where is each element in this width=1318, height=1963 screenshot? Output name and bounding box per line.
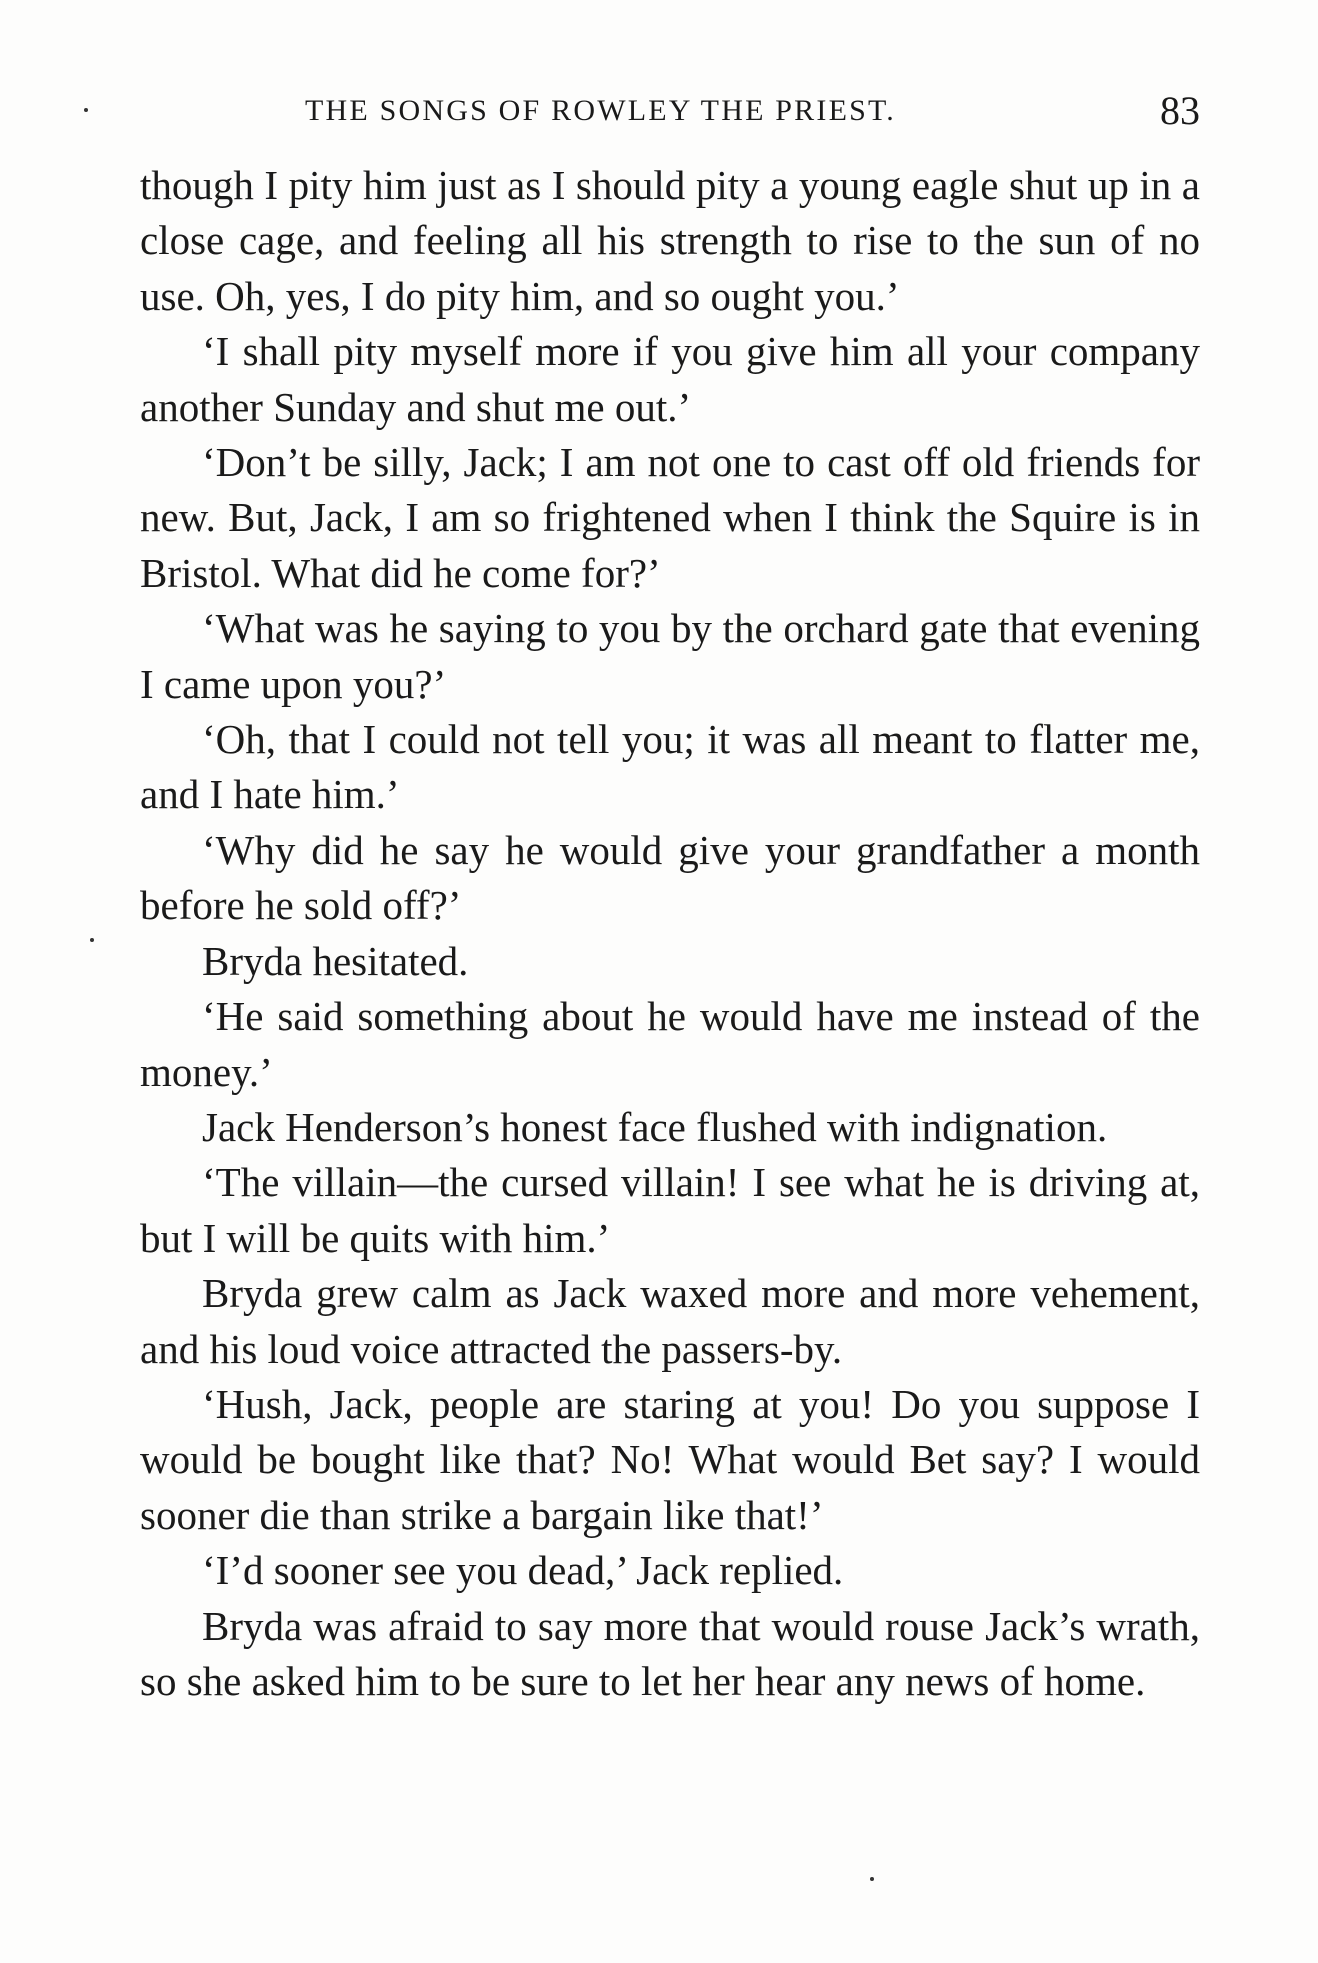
- paragraph: ‘What was he saying to you by the orchard gate that evening I came upon you?’: [140, 605, 1200, 707]
- paragraph: Bryda hesitated.: [202, 937, 469, 984]
- paragraph: though I pity him just as I should pity a young eagle shut up in a close cage, and feeling all his strength to rise to the sun of no use. Oh, yes, I do pity him, and so ought you.’: [140, 162, 1200, 319]
- paragraph: ‘Oh, that I could not tell you; it was all meant to flatter me, and I hate him.’: [140, 716, 1200, 818]
- paragraph: Bryda grew calm as Jack waxed more and more vehement, and his loud voice attracted the passers-by.: [140, 1270, 1200, 1372]
- paragraph: ‘Don’t be silly, Jack; I am not one to cast off old friends for new. But, Jack, I am so frightened when I think the Squire is in Bristol. What did he come for?’: [140, 439, 1200, 596]
- paragraph: ‘Why did he say he would give your grandfather a month before he sold off?’: [140, 826, 1200, 929]
- running-title: THE SONGS OF ROWLEY THE PRIEST.: [305, 94, 896, 127]
- paragraph: ‘Hush, Jack, people are staring at you! Do you suppose I would be bought like that? No! What would Bet say? I would sooner die than strike a bargain like that!’: [140, 1380, 1200, 1538]
- margin-speck: [84, 108, 88, 112]
- body-text: [140, 158, 1200, 1709]
- margin-speck: [90, 938, 94, 942]
- margin-speck: [870, 1877, 874, 1881]
- paragraph: Bryda was afraid to say more that would rouse Jack’s wrath, so she asked him to be sure to let her hear any news of home.: [140, 1602, 1200, 1704]
- paragraph: Jack Henderson’s honest face flushed with indignation.: [202, 1103, 1108, 1150]
- paragraph: ‘He said something about he would have me instead of the money.’: [140, 993, 1200, 1095]
- paragraph: ‘I’d sooner see you dead,’ Jack replied.: [202, 1547, 844, 1594]
- page-number: 83: [1160, 88, 1200, 133]
- paragraph: ‘The villain—the cursed villain! I see what he is driving at, but I will be quits with him.’: [140, 1159, 1200, 1261]
- paragraph: ‘I shall pity myself more if you give him all your company another Sunday and shut me out.’: [140, 328, 1200, 430]
- running-head: [140, 86, 1200, 136]
